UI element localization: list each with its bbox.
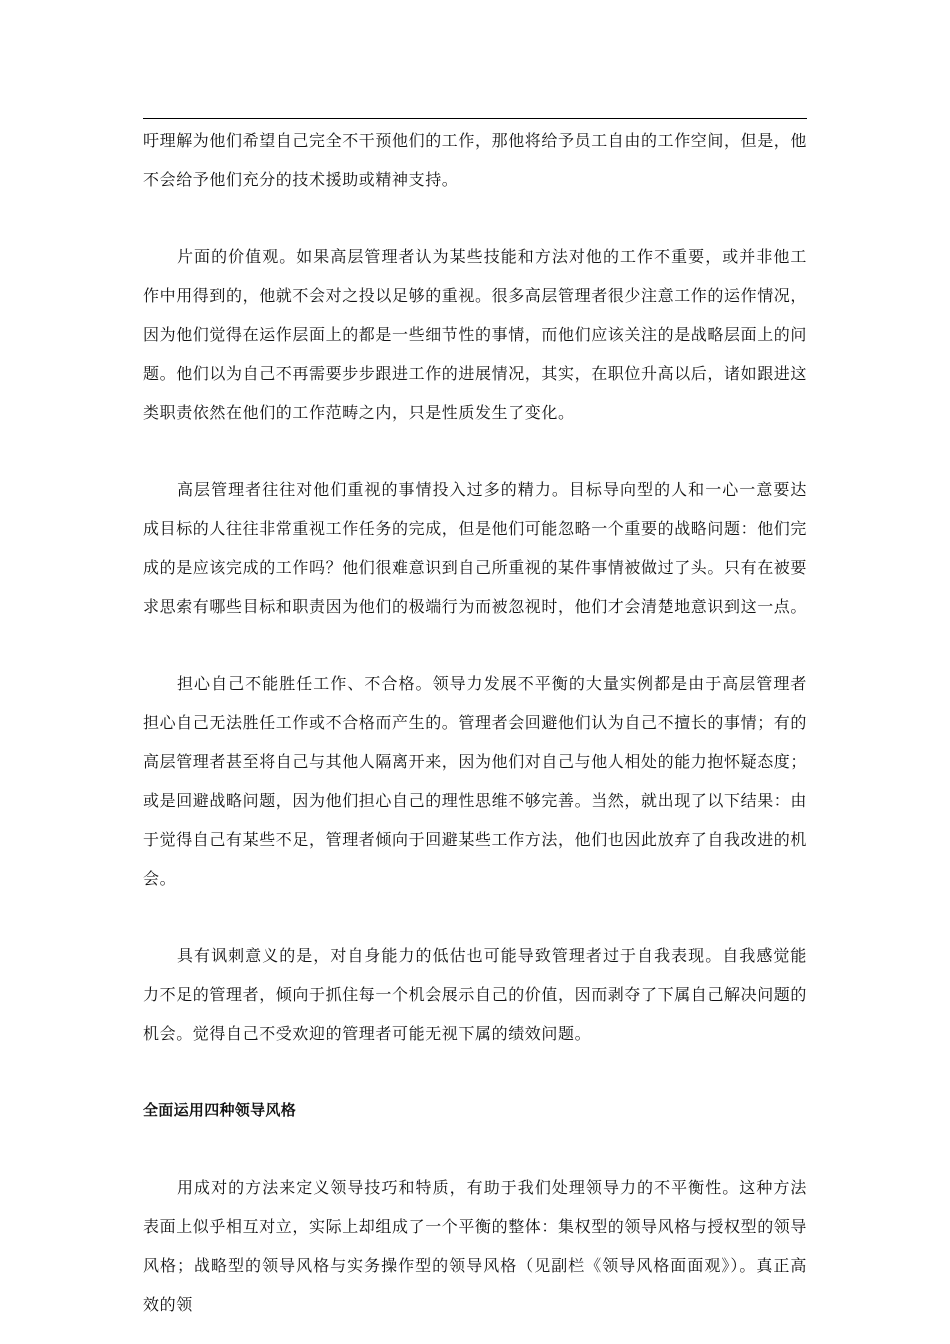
paragraph-gap <box>143 199 807 237</box>
paragraph-gap <box>143 1130 807 1168</box>
paragraph-gap <box>143 626 807 664</box>
paragraph-gap <box>143 432 807 470</box>
paragraph-four-styles: 用成对的方法来定义领导技巧和特质，有助于我们处理领导力的不平衡性。这种方法表面上似乎相互对立，实际上却组成了一个平衡的整体：集权型的领导风格与授权型的领导风格；战略型的领导风格与实务操作型的领导风格（见副栏《领导风格面面观》）。真正高效的领 <box>143 1178 808 1314</box>
paragraph-fear-of-incompetence: 担心自己不能胜任工作、不合格。领导力发展不平衡的大量实例都是由于高层管理者担心自己无法胜任工作或不合格而产生的。管理者会回避他们认为自己不擅长的事情；有的高层管理者甚至将自己与其他人隔离开来，因为他们对自己与他人相处的能力抱怀疑态度；或是回避战略问题，因为他们担心自己的理性思维不够完善。当然，就出现了以下结果：由于觉得自己有某些不足，管理者倾向于回避某些工作方法，他们也因此放弃了自我改进的机会。 <box>143 674 808 888</box>
header-rule <box>143 118 807 119</box>
document-body <box>143 121 807 1324</box>
paragraph-overinvestment: 高层管理者往往对他们重视的事情投入过多的精力。目标导向型的人和一心一意要达成目标的人往往非常重视工作任务的完成，但是他们可能忽略一个重要的战略问题：他们完成的是应该完成的工作吗？他们很难意识到自己所重视的某件事情被做过了头。只有在被要求思索有哪些目标和职责因为他们的极端行为而被忽视时，他们才会清楚地意识到这一点。 <box>143 480 808 616</box>
paragraph-irony: 具有讽刺意义的是，对自身能力的低估也可能导致管理者过于自我表现。自我感觉能力不足的管理者，倾向于抓住每一个机会展示自己的价值，因而剥夺了下属自己解决问题的机会。觉得自己不受欢迎的管理者可能无视下属的绩效问题。 <box>143 946 808 1043</box>
paragraph-gap <box>143 1053 807 1091</box>
paragraph-one-sided-values: 片面的价值观。如果高层管理者认为某些技能和方法对他的工作不重要，或并非他工作中用得到的，他就不会对之投以足够的重视。很多高层管理者很少注意工作的运作情况，因为他们觉得在运作层面上的都是一些细节性的事情，而他们应该关注的是战略层面上的问题。他们以为自己不再需要步步跟进工作的进展情况，其实，在职位升高以后，诸如跟进这类职责依然在他们的工作范畴之内，只是性质发生了变化。 <box>143 247 808 422</box>
section-heading: 全面运用四种领导风格 <box>143 1101 297 1119</box>
paragraph-continuation: 吁理解为他们希望自己完全不干预他们的工作，那他将给予员工自由的工作空间，但是，他不会给予他们充分的技术援助或精神支持。 <box>143 131 808 189</box>
paragraph-gap <box>143 898 807 936</box>
